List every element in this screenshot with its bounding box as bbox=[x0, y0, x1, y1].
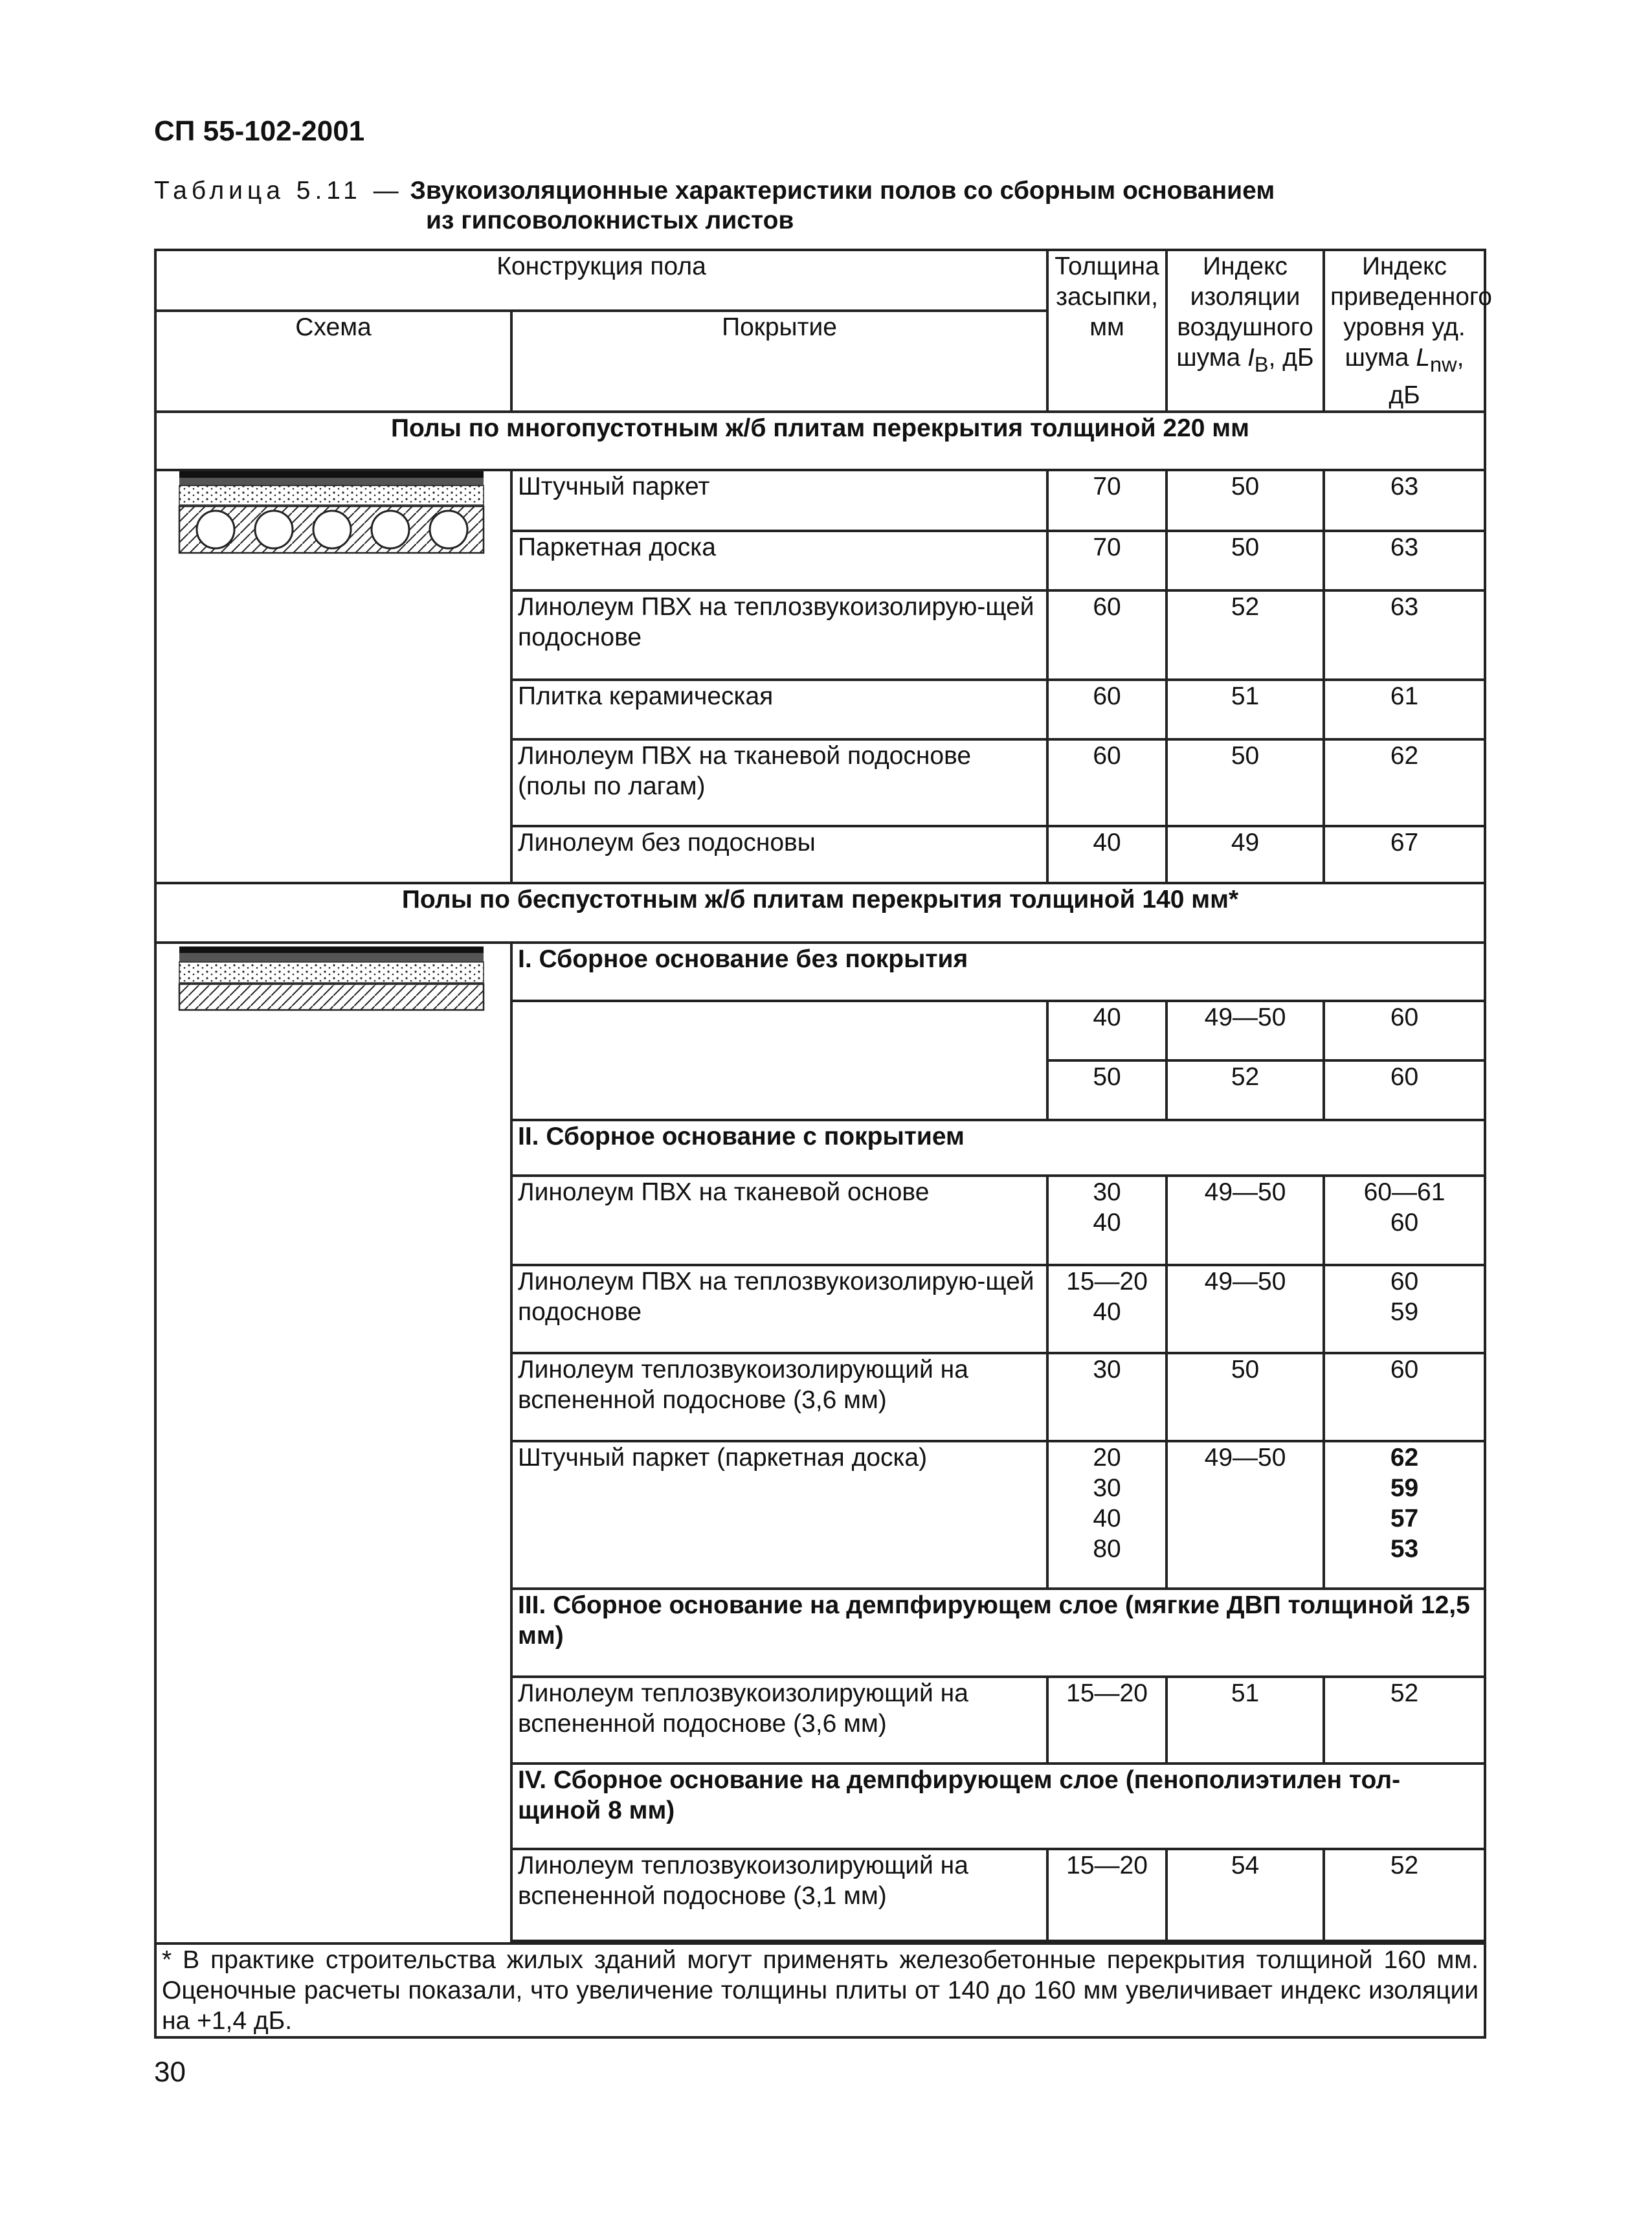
rw-subscript: B bbox=[1254, 352, 1269, 376]
g1-rw-2: 52 bbox=[1166, 1060, 1324, 1120]
s1-covering-5: Линолеум ПВХ на тканевой подоснове (полы по лагам) bbox=[511, 739, 1047, 826]
s1-rw-2: 50 bbox=[1166, 531, 1324, 590]
group3-title: III. Сборное основание на демпфирующем слое (мягкие ДВП толщиной 12,5 мм) bbox=[511, 1589, 1485, 1677]
g2-covering-2: Линолеум ПВХ на теплозвукоизолирую-щей подоснове bbox=[511, 1265, 1047, 1353]
table-caption bbox=[154, 176, 1481, 236]
lnw-symbol: L bbox=[1416, 344, 1431, 372]
s1-lnw-1: 63 bbox=[1324, 470, 1485, 531]
table-label: Таблица 5.11 — bbox=[154, 177, 403, 205]
s1-lnw-5: 62 bbox=[1324, 739, 1485, 826]
s1-thickness-6: 40 bbox=[1047, 826, 1166, 883]
g1-lnw-2: 60 bbox=[1324, 1060, 1485, 1120]
scheme-solid-slab-floor bbox=[155, 943, 511, 1943]
s1-covering-1: Штучный паркет bbox=[511, 470, 1047, 531]
g2-rw-2: 49—50 bbox=[1166, 1265, 1324, 1353]
g4-lnw-1: 52 bbox=[1324, 1849, 1485, 1941]
s1-lnw-6: 67 bbox=[1324, 826, 1485, 883]
s1-rw-6: 49 bbox=[1166, 826, 1324, 883]
s1-thickness-2: 70 bbox=[1047, 531, 1166, 590]
g2-lnw-2: 60 59 bbox=[1324, 1265, 1485, 1353]
g2-thickness-4: 20 30 40 80 bbox=[1047, 1441, 1166, 1589]
sound-insulation-table bbox=[154, 249, 1492, 2039]
s1-thickness-5: 60 bbox=[1047, 739, 1166, 826]
g4-rw-1: 54 bbox=[1166, 1849, 1324, 1941]
g4-thickness-1: 15—20 bbox=[1047, 1849, 1166, 1941]
group1-covering-empty bbox=[511, 1001, 1047, 1120]
header-scheme: Схема bbox=[155, 311, 511, 412]
hollow-slab-diagram bbox=[178, 471, 489, 568]
g3-covering-1: Линолеум теплозвукоизолирующий на вспененной подоснове (3,6 мм) bbox=[511, 1677, 1047, 1764]
s1-lnw-4: 61 bbox=[1324, 680, 1485, 739]
g2-covering-3: Линолеум теплозвукоизолирующий на вспененной подоснове (3,6 мм) bbox=[511, 1353, 1047, 1441]
g1-thickness-2: 50 bbox=[1047, 1060, 1166, 1120]
g2-rw-1: 49—50 bbox=[1166, 1176, 1324, 1265]
g2-thickness-2: 15—20 40 bbox=[1047, 1265, 1166, 1353]
g1-rw-1: 49—50 bbox=[1166, 1001, 1324, 1060]
g2-rw-3: 50 bbox=[1166, 1353, 1324, 1441]
s1-lnw-3: 63 bbox=[1324, 590, 1485, 680]
s1-thickness-4: 60 bbox=[1047, 680, 1166, 739]
g2-lnw-1: 60—61 60 bbox=[1324, 1176, 1485, 1265]
s1-rw-1: 50 bbox=[1166, 470, 1324, 531]
section-title-hollow-slabs: Полы по многопустотным ж/б плитам перекрытия толщиной 220 мм bbox=[155, 412, 1485, 470]
header-construction: Конструкция пола bbox=[155, 250, 1047, 311]
s1-covering-3: Линолеум ПВХ на теплозвукоизолирую-щей подоснове bbox=[511, 590, 1047, 680]
g1-lnw-1: 60 bbox=[1324, 1001, 1485, 1060]
s1-covering-4: Плитка керамическая bbox=[511, 680, 1047, 739]
group2-title: II. Сборное основание с покрытием bbox=[511, 1120, 1485, 1176]
s1-rw-4: 51 bbox=[1166, 680, 1324, 739]
document-code: СП 55-102-2001 bbox=[154, 115, 365, 147]
s1-rw-3: 52 bbox=[1166, 590, 1324, 680]
g1-thickness-1: 40 bbox=[1047, 1001, 1166, 1060]
solid-slab-diagram bbox=[178, 944, 489, 1015]
group1-title: I. Сборное основание без покрытия bbox=[511, 943, 1485, 1001]
g2-covering-1: Линолеум ПВХ на тканевой основе bbox=[511, 1176, 1047, 1265]
s1-rw-5: 50 bbox=[1166, 739, 1324, 826]
header-impact-index: Индекс приведенного уровня уд. шума $L_{nw}$, дБ bbox=[1324, 250, 1485, 412]
s1-covering-6: Линолеум без подосновы bbox=[511, 826, 1047, 883]
lnw-subscript: nw bbox=[1430, 352, 1457, 376]
table-title-line1: Звукоизоляционные характеристики полов со сборным основанием bbox=[410, 177, 1275, 205]
g2-lnw-3: 60 bbox=[1324, 1353, 1485, 1441]
group4-title: IV. Сборное основание на демпфирующем слое (пенополиэтилен тол-щиной 8 мм) bbox=[511, 1764, 1485, 1849]
scheme-hollow-slab-floor bbox=[155, 470, 511, 883]
s1-thickness-3: 60 bbox=[1047, 590, 1166, 680]
g2-lnw-4: 62 59 57 53 bbox=[1324, 1441, 1485, 1589]
page-number: 30 bbox=[154, 2056, 186, 2088]
g2-rw-4: 49—50 bbox=[1166, 1441, 1324, 1589]
s1-covering-2: Паркетная доска bbox=[511, 531, 1047, 590]
section-title-solid-slabs: Полы по беспустотным ж/б плитам перекрытия толщиной 140 мм* bbox=[155, 883, 1485, 943]
g3-lnw-1: 52 bbox=[1324, 1677, 1485, 1764]
header-covering: Покрытие bbox=[511, 311, 1047, 412]
table-title-line2: из гипсоволокнистых листов bbox=[426, 207, 794, 234]
g2-thickness-1: 30 40 bbox=[1047, 1176, 1166, 1265]
table-footnote: * В практике строительства жилых зданий могут применять железобетонные перекрытия толщиной 160 мм. Оценочные расчеты показали, что увеличение толщины плиты от 140 до 160 мм увеличивает индекс изоляции на +1,4 дБ. bbox=[155, 1943, 1485, 2037]
s1-thickness-1: 70 bbox=[1047, 470, 1166, 531]
g3-thickness-1: 15—20 bbox=[1047, 1677, 1166, 1764]
g3-rw-1: 51 bbox=[1166, 1677, 1324, 1764]
header-thickness: Толщина засыпки, мм bbox=[1047, 250, 1166, 412]
g4-covering-1: Линолеум теплозвукоизолирующий на вспененной подоснове (3,1 мм) bbox=[511, 1849, 1047, 1941]
g2-thickness-3: 30 bbox=[1047, 1353, 1166, 1441]
g2-covering-4: Штучный паркет (паркетная доска) bbox=[511, 1441, 1047, 1589]
header-airborne-index: Индекс изоляции воздушного шума $I_B$, дБ bbox=[1166, 250, 1324, 412]
rw-symbol: I bbox=[1247, 344, 1255, 372]
s1-lnw-2: 63 bbox=[1324, 531, 1485, 590]
